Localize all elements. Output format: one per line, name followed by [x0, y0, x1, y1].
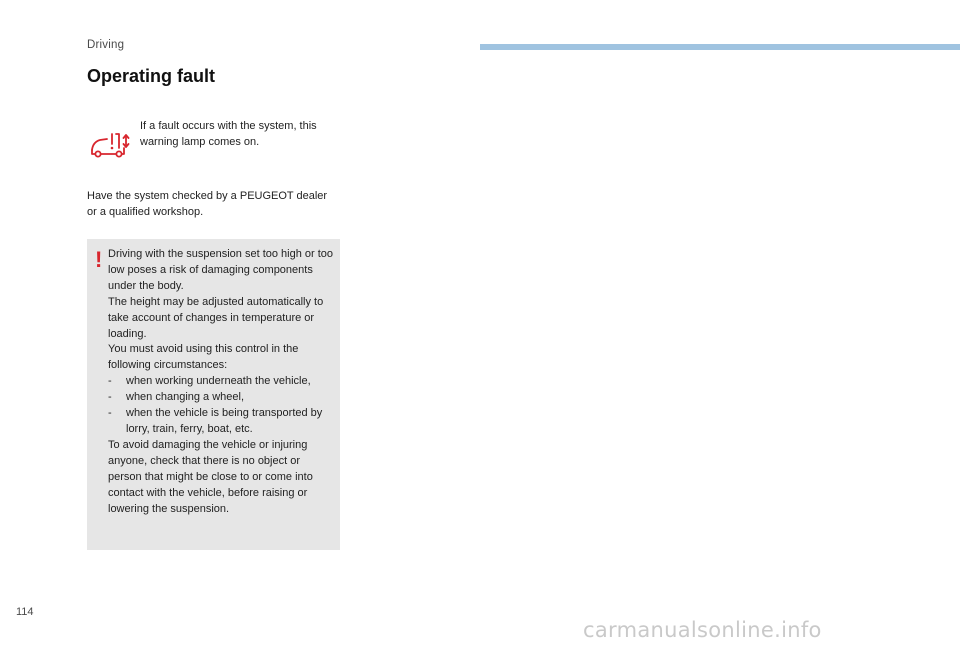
notice-paragraph: To avoid damaging the vehicle or injuring anyone, check that there is no object or person that might be close to or come into contact with the vehicle, before raising or lowering the suspension. — [108, 438, 313, 515]
notice-box — [87, 239, 340, 550]
circumstance-list — [108, 374, 336, 438]
notice-paragraph: Driving with the suspension set too high or too low poses a risk of damaging components under the body. — [108, 248, 334, 292]
list-item: - when the vehicle is being transported by lorry, train, ferry, boat, etc. — [108, 407, 323, 435]
notice-paragraph: The height may be adjusted automatically to take account of changes in temperature or loading. — [108, 295, 324, 340]
warning-lamp-description: If a fault occurs with the system, this warning lamp comes on. — [140, 120, 317, 148]
section-accent-bar — [480, 44, 960, 50]
page-number: 114 — [16, 606, 34, 618]
list-item: - when changing a wheel, — [108, 391, 245, 404]
vehicle-height-fault-icon — [90, 130, 132, 160]
page-title: Operating fault — [87, 66, 216, 86]
notice-text — [108, 247, 336, 517]
section-label: Driving — [87, 39, 125, 51]
notice-paragraph: You must avoid using this control in the following circumstances: — [108, 343, 299, 372]
check-instruction: Have the system checked by a PEUGEOT dealer or a qualified workshop. — [87, 190, 328, 218]
watermark: carmanualsonline.info — [583, 618, 822, 642]
list-item: - when working underneath the vehicle, — [108, 375, 311, 388]
exclamation-icon: ! — [95, 247, 103, 272]
